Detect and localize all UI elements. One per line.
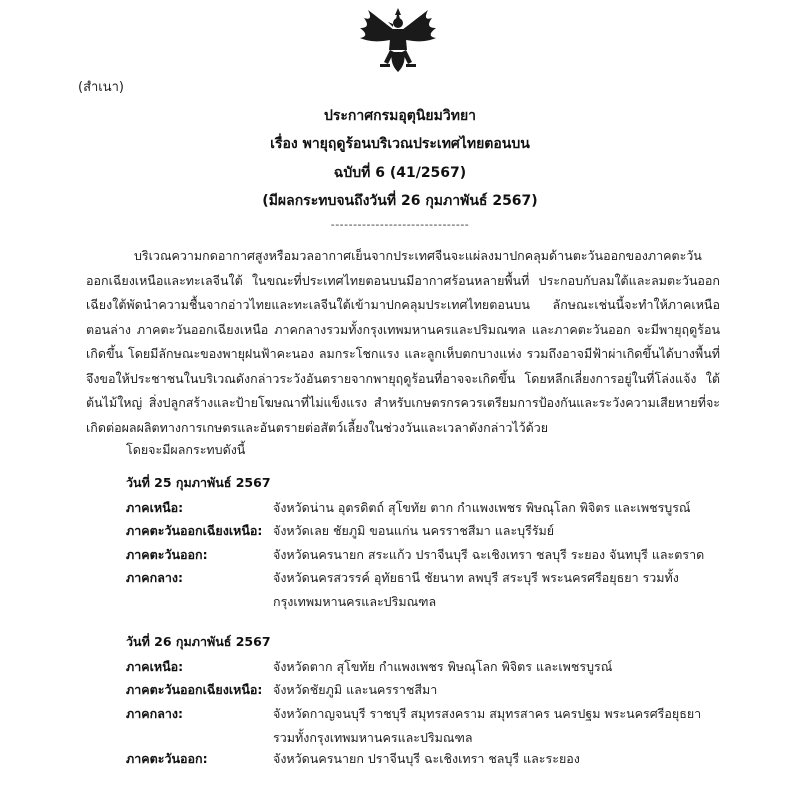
announcement-body: บริเวณความกดอากาศสูงหรือมวลอากาศเย็นจากประเทศจีนจะแผ่ลงมาปกคลุมด้านตะวันออกของภาคตะวันออกเฉียงเหนือและทะเลจีนใต้ ในขณะที่ประเทศไทยตอนบนมีอากาศร้อนหลายพื้นที่ ประกอบกับลมใต้และลมตะวันออกเฉียงใต้พัดนำความชื้นจากอ่าวไทยและทะเลจีนใต้เข้ามาปกคลุมประเทศไทยตอนบน ลักษณะเช่นนี้จะทำให้ภาคเหนือตอนล่าง ภาคตะวันออกเฉียงเหนือ ภาคกลางรวมทั้งกรุงเทพมหานครและปริมณฑล และภาคตะวันออก จะมีพายุฤดูร้อนเกิดขึ้น โดยมีลักษณะของพายุฝนฟ้าคะนอง ลมกระโชกแรง และลูกเห็บตกบางแห่ง รวมถึงอาจมีฟ้าผ่าเกิดขึ้นได้บางพื้นที่ จึงขอให้ประชาชนในบริเวณดังกล่าวระวังอันตรายจากพายุฤดูร้อนที่อาจจะเกิดขึ้น โดยหลีกเลี่ยงการอยู่ในที่โล่งแจ้ง ใต้ต้นไม้ใหญ่ สิ่งปลูกสร้างและป้ายโฆษณาที่ไม่แข็งแรง สำหรับเกษตรกรควรเตรียมการป้องกันและระวังความเสียหายที่จะเกิดต่อผลผลิตทางการเกษตรและอันตรายต่อสัตว์เลี้ยงในช่วงวันและเวลาดังกล่าวไว้ด้วย: [86, 248, 720, 435]
subject-line: เรื่อง พายุฤดูร้อนบริเวณประเทศไทยตอนบน: [270, 136, 530, 152]
garuda-emblem-icon: [350, 6, 446, 74]
day-1-date: วันที่ 25 กุมภาพันธ์ 2567: [126, 475, 271, 490]
day-2-date: วันที่ 26 กุมภาพันธ์ 2567: [126, 634, 271, 649]
region-provinces: จังหวัดนครสวรรค์ อุทัยธานี ชัยนาท ลพบุรี สระบุรี พระนครศรีอยุธยา รวมทั้งกรุงเทพมหานครและปริมณฑล: [273, 570, 679, 609]
region-label: ภาคตะวันออกเฉียงเหนือ:: [126, 682, 263, 697]
copy-mark: (สำเนา): [78, 80, 125, 95]
region-provinces: จังหวัดตาก สุโขทัย กำแพงเพชร พิษณุโลก พิจิตร และเพชรบูรณ์: [273, 659, 613, 674]
effective-until: (มีผลกระทบจนถึงวันที่ 26 กุมภาพันธ์ 2567): [262, 193, 538, 209]
issuer-title: ประกาศกรมอุตุนิยมวิทยา: [323, 108, 477, 124]
region-provinces: จังหวัดเลย ชัยภูมิ ขอนแก่น นครราชสีมา และบุรีรัมย์: [273, 523, 555, 538]
separator-line: -------------------------------: [330, 218, 470, 231]
impact-intro: โดยจะมีผลกระทบดังนี้: [126, 442, 246, 457]
region-provinces: จังหวัดนครนายก สระแก้ว ปราจีนบุรี ฉะเชิงเทรา ชลบุรี ระยอง จันทบุรี และตราด: [273, 547, 705, 562]
region-label: ภาคตะวันออก:: [126, 751, 208, 766]
region-provinces: จังหวัดกาญจนบุรี ราชบุรี สมุทรสงคราม สมุทรสาคร นครปฐม พระนครศรีอยุธยา รวมทั้งกรุงเทพมหานครและปริมณฑล: [273, 706, 702, 745]
region-provinces: จังหวัดชัยภูมิ และนครราชสีมา: [273, 682, 438, 697]
region-label: ภาคตะวันออกเฉียงเหนือ:: [126, 523, 263, 538]
region-label: ภาคกลาง:: [126, 570, 183, 585]
region-label: ภาคเหนือ:: [126, 659, 184, 674]
region-provinces: จังหวัดน่าน อุตรดิตถ์ สุโขทัย ตาก กำแพงเพชร พิษณุโลก พิจิตร และเพชรบูรณ์: [273, 500, 691, 515]
issue-number: ฉบับที่ 6 (41/2567): [333, 165, 467, 181]
region-label: ภาคกลาง:: [126, 706, 183, 721]
region-provinces: จังหวัดนครนายก ปราจีนบุรี ฉะเชิงเทรา ชลบุรี และระยอง: [273, 751, 580, 766]
region-label: ภาคตะวันออก:: [126, 547, 208, 562]
region-label: ภาคเหนือ:: [126, 500, 184, 515]
